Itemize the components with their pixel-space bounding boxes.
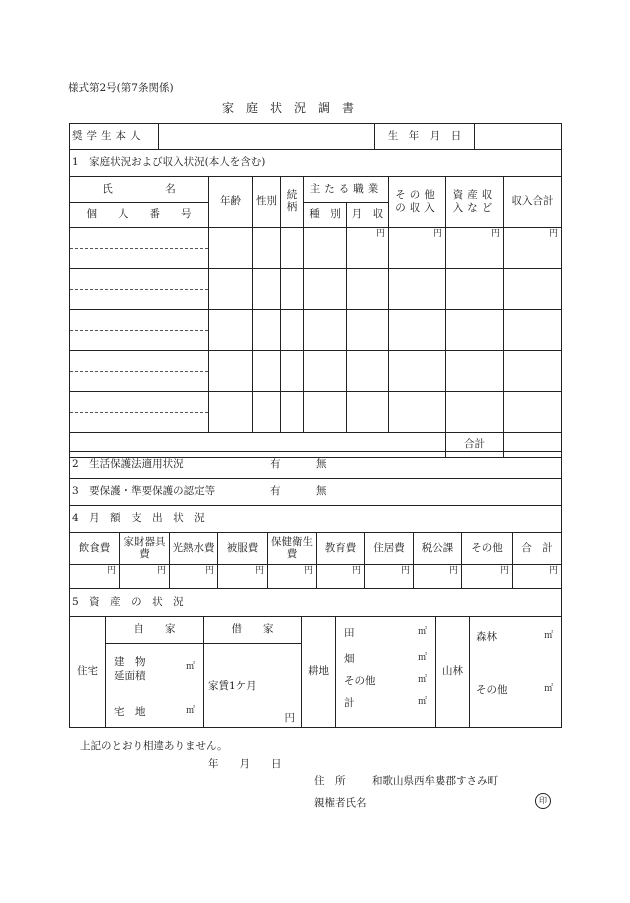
id-field[interactable] bbox=[70, 331, 208, 350]
job-type-field[interactable] bbox=[304, 269, 347, 310]
income-total-field[interactable] bbox=[504, 351, 562, 392]
asset-table bbox=[69, 588, 562, 728]
job-type-field[interactable] bbox=[304, 351, 347, 392]
dob-label: 生 年 月 日 bbox=[375, 124, 475, 150]
yen-unit[interactable]: 円 bbox=[462, 565, 513, 589]
sex-field[interactable] bbox=[253, 228, 281, 269]
floor-area-label: 延面積 bbox=[114, 670, 146, 682]
field-label: 畑 bbox=[344, 653, 355, 665]
age-field[interactable] bbox=[209, 269, 253, 310]
other-income-field[interactable] bbox=[389, 351, 446, 392]
job-type-field[interactable] bbox=[304, 228, 347, 269]
other-income-field[interactable] bbox=[389, 392, 446, 433]
rent-label: 家賃1ケ月 bbox=[208, 680, 257, 692]
table-row bbox=[70, 269, 562, 310]
exp-health: 保健衛生費 bbox=[268, 533, 317, 565]
farm-total-sqm[interactable]: ㎡ bbox=[417, 697, 427, 707]
yen-unit: 円 bbox=[504, 228, 562, 269]
welfare-yes[interactable]: 有 bbox=[270, 458, 281, 471]
forest-label: 山林 bbox=[436, 617, 470, 728]
yen-unit[interactable]: 円 bbox=[513, 565, 562, 589]
col-age: 年齢 bbox=[209, 177, 253, 228]
yen-unit[interactable]: 円 bbox=[218, 565, 268, 589]
age-field[interactable] bbox=[209, 228, 253, 269]
relation-field[interactable] bbox=[281, 310, 304, 351]
name-field[interactable] bbox=[70, 269, 208, 290]
job-income-field[interactable] bbox=[347, 392, 389, 433]
other-income-field[interactable] bbox=[389, 269, 446, 310]
exp-housing: 住居費 bbox=[365, 533, 414, 565]
status-table bbox=[69, 451, 562, 533]
income-total-field[interactable] bbox=[504, 269, 562, 310]
col-name: 氏 名 bbox=[70, 177, 209, 203]
yen-unit[interactable]: 円 bbox=[120, 565, 170, 589]
job-type-field[interactable] bbox=[304, 310, 347, 351]
table-row bbox=[70, 228, 562, 269]
exp-other: その他 bbox=[462, 533, 513, 565]
col-other-income: その他の収入 bbox=[389, 177, 446, 228]
yen-unit[interactable]: 円 bbox=[317, 565, 365, 589]
yen-unit: 円 bbox=[347, 228, 389, 269]
col-relation: 続柄 bbox=[281, 177, 304, 228]
paddy-label: 田 bbox=[344, 627, 355, 639]
exp-furniture: 家財器具費 bbox=[120, 533, 170, 565]
rented-label: 借 家 bbox=[204, 617, 302, 644]
yen-unit: 円 bbox=[389, 228, 446, 269]
yen-unit[interactable]: 円 bbox=[414, 565, 462, 589]
yen-unit: 円 bbox=[446, 228, 504, 269]
rent-yen[interactable]: 円 bbox=[284, 712, 295, 724]
income-total-field[interactable] bbox=[504, 310, 562, 351]
exp-total: 合 計 bbox=[513, 533, 562, 565]
relation-field[interactable] bbox=[281, 392, 304, 433]
col-occupation: 主たる職業 bbox=[304, 177, 389, 203]
sex-field[interactable] bbox=[253, 351, 281, 392]
yen-unit[interactable]: 円 bbox=[170, 565, 218, 589]
paddy-sqm[interactable]: ㎡ bbox=[417, 627, 427, 637]
id-field[interactable] bbox=[70, 372, 208, 391]
sex-field[interactable] bbox=[253, 392, 281, 433]
section2-label: 2 生活保護法適用状況 bbox=[72, 458, 184, 471]
age-field[interactable] bbox=[209, 392, 253, 433]
total-label: 合計 bbox=[446, 433, 504, 458]
col-income-total: 収入合計 bbox=[504, 177, 562, 228]
welfare-no[interactable]: 無 bbox=[316, 458, 327, 471]
job-type-field[interactable] bbox=[304, 392, 347, 433]
name-field[interactable] bbox=[70, 228, 208, 249]
forest-item-label: 森林 bbox=[476, 631, 497, 643]
form-number: 様式第2号(第7条関係) bbox=[68, 82, 174, 94]
form-table-top bbox=[69, 123, 562, 177]
name-field[interactable] bbox=[70, 392, 208, 413]
forest-sqm[interactable]: ㎡ bbox=[544, 631, 554, 641]
age-field[interactable] bbox=[209, 351, 253, 392]
section3-label: 3 要保護・準要保護の認定等 bbox=[72, 485, 216, 498]
asset-income-field[interactable] bbox=[446, 269, 504, 310]
exp-utilities: 光熱水費 bbox=[170, 533, 218, 565]
asset-income-field[interactable] bbox=[446, 392, 504, 433]
housing-label: 住宅 bbox=[70, 617, 106, 728]
land-sqm[interactable]: ㎡ bbox=[185, 706, 195, 716]
relation-field[interactable] bbox=[281, 228, 304, 269]
dob-field[interactable] bbox=[475, 124, 562, 150]
address-value[interactable]: 和歌山県西牟婁郡すさみ町 bbox=[372, 775, 498, 787]
farm-other-sqm[interactable]: ㎡ bbox=[417, 675, 427, 685]
exp-taxes: 税公課 bbox=[414, 533, 462, 565]
own-home-label: 自 家 bbox=[106, 617, 204, 644]
col-job-income: 月 収 bbox=[347, 203, 389, 228]
table-row bbox=[70, 351, 562, 392]
exp-education: 教育費 bbox=[317, 533, 365, 565]
section5-label: 5 資 産 の 状 況 bbox=[70, 589, 562, 617]
age-field[interactable] bbox=[209, 310, 253, 351]
id-field[interactable] bbox=[70, 290, 208, 309]
sex-field[interactable] bbox=[253, 310, 281, 351]
farm-total-label: 計 bbox=[344, 697, 355, 709]
student-label: 奨学生本人 bbox=[70, 124, 159, 150]
yen-unit[interactable]: 円 bbox=[70, 565, 120, 589]
floor-area-sqm[interactable]: ㎡ bbox=[185, 662, 195, 672]
col-sex: 性別 bbox=[253, 177, 281, 228]
relation-field[interactable] bbox=[281, 351, 304, 392]
expense-table bbox=[69, 532, 562, 589]
job-income-field[interactable] bbox=[347, 310, 389, 351]
protection-yes[interactable]: 有 bbox=[270, 485, 281, 498]
asset-income-field[interactable] bbox=[446, 310, 504, 351]
field-sqm[interactable]: ㎡ bbox=[417, 653, 427, 663]
sex-field[interactable] bbox=[253, 269, 281, 310]
date-line[interactable]: 年 月 日 bbox=[208, 758, 282, 770]
student-name-field[interactable] bbox=[159, 124, 375, 150]
name-field[interactable] bbox=[70, 310, 208, 331]
farmland-label: 耕地 bbox=[302, 617, 336, 728]
yen-unit[interactable]: 円 bbox=[268, 565, 317, 589]
income-total-field[interactable] bbox=[504, 392, 562, 433]
guardian-label: 親権者氏名 bbox=[314, 797, 367, 809]
col-id-number: 個 人 番 号 bbox=[70, 203, 209, 228]
id-field[interactable] bbox=[70, 413, 208, 432]
asset-income-field[interactable] bbox=[446, 351, 504, 392]
job-income-field[interactable] bbox=[347, 351, 389, 392]
exp-food: 飲食費 bbox=[70, 533, 120, 565]
table-row bbox=[70, 310, 562, 351]
section1-heading: 1 家庭状況および収入状況(本人を含む) bbox=[70, 150, 562, 177]
other-income-field[interactable] bbox=[389, 310, 446, 351]
job-income-field[interactable] bbox=[347, 269, 389, 310]
id-field[interactable] bbox=[70, 249, 208, 268]
land-label: 宅 地 bbox=[114, 706, 146, 718]
forest-other-label: その他 bbox=[476, 684, 508, 696]
name-field[interactable] bbox=[70, 351, 208, 372]
section4-label: 4 月 額 支 出 状 況 bbox=[70, 506, 562, 533]
page-title: 家 庭 状 況 調 書 bbox=[222, 101, 355, 115]
exp-clothing: 被服費 bbox=[218, 533, 268, 565]
household-table bbox=[69, 176, 562, 458]
col-job-type: 種 別 bbox=[304, 203, 347, 228]
col-asset-income: 資産収入など bbox=[446, 177, 504, 228]
address-label: 住 所 bbox=[314, 775, 346, 787]
statement: 上記のとおり相違ありません。 bbox=[80, 740, 228, 752]
building-label: 建 物 bbox=[114, 656, 146, 668]
yen-unit[interactable]: 円 bbox=[365, 565, 414, 589]
farm-other-label: その他 bbox=[344, 675, 376, 687]
protection-no[interactable]: 無 bbox=[316, 485, 327, 498]
table-row bbox=[70, 392, 562, 433]
seal-mark: 印 bbox=[535, 793, 551, 809]
forest-other-sqm[interactable]: ㎡ bbox=[544, 684, 554, 694]
relation-field[interactable] bbox=[281, 269, 304, 310]
